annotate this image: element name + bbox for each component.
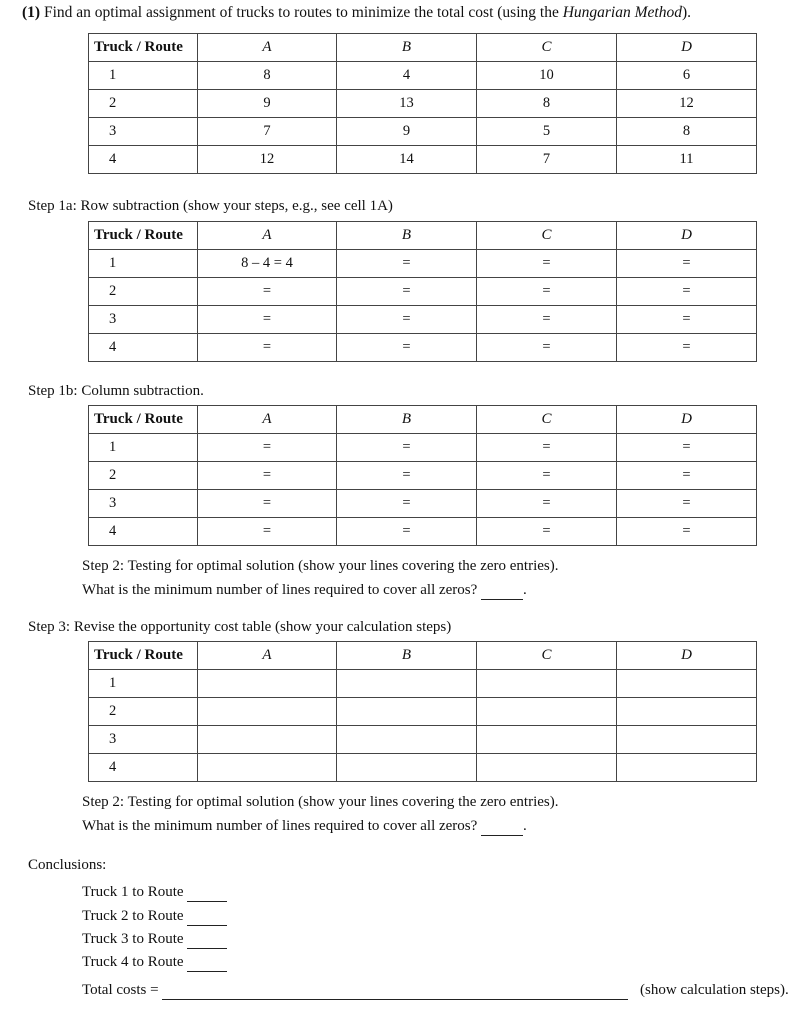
conclusion-truck-4	[82, 954, 227, 972]
step1a-cell-1a[interactable]: 8 – 4 = 4	[198, 250, 337, 278]
step3-cell-2c[interactable]	[477, 698, 617, 726]
col-header-b: B	[337, 642, 477, 670]
cell-1b: 4	[337, 62, 477, 90]
conclusions-heading: Conclusions:	[28, 857, 107, 873]
step1b-cell-1d[interactable]: =	[617, 434, 757, 462]
row-label: 2	[89, 90, 198, 118]
corner-label: Truck / Route	[89, 34, 198, 62]
table-row	[89, 754, 757, 782]
row-label: 1	[89, 670, 198, 698]
step3-cell-1b[interactable]	[337, 670, 477, 698]
step1b-cell-1a[interactable]: =	[198, 434, 337, 462]
step3-cell-2b[interactable]	[337, 698, 477, 726]
step3-label: Step 3: Revise the opportunity cost table (show your calculation steps)	[28, 619, 452, 635]
cell-3c: 5	[477, 118, 617, 146]
total-costs-blank[interactable]	[162, 982, 628, 1000]
step1a-cell-4a[interactable]: =	[198, 334, 337, 362]
table-row	[89, 726, 757, 754]
step3-cell-3a[interactable]	[198, 726, 337, 754]
step2-text-2: Step 2: Testing for optimal solution (show your lines covering the zero entries).	[82, 794, 559, 810]
col-header-d: D	[617, 222, 757, 250]
step1a-cell-3d[interactable]: =	[617, 306, 757, 334]
step1b-cell-2b[interactable]: =	[337, 462, 477, 490]
step1b-cell-4c[interactable]: =	[477, 518, 617, 546]
col-header-a: A	[198, 222, 337, 250]
table-row	[89, 670, 757, 698]
row-label: 1	[89, 62, 198, 90]
step1a-cell-3c[interactable]: =	[477, 306, 617, 334]
conclusion-text: Truck 4 to Route	[82, 954, 188, 970]
conclusion-text: Truck 1 to Route	[82, 884, 188, 900]
step1b-cell-2c[interactable]: =	[477, 462, 617, 490]
step1b-cell-4d[interactable]: =	[617, 518, 757, 546]
row-label: 4	[89, 518, 198, 546]
min-lines-answer-blank[interactable]	[481, 582, 523, 600]
cell-2a: 9	[198, 90, 337, 118]
step1b-label: Step 1b: Column subtraction.	[28, 383, 204, 399]
step2-question-text: What is the minimum number of lines required to cover all zeros?	[82, 582, 482, 598]
col-header-c: C	[477, 34, 617, 62]
col-header-c: C	[477, 222, 617, 250]
step3-table	[88, 641, 757, 782]
step3-cell-1a[interactable]	[198, 670, 337, 698]
table-row	[89, 698, 757, 726]
step1b-cell-4a[interactable]: =	[198, 518, 337, 546]
table-row	[89, 334, 757, 362]
conclusion-truck-2	[82, 908, 227, 926]
step1a-cell-1b[interactable]: =	[337, 250, 477, 278]
col-header-b: B	[337, 406, 477, 434]
conclusion-text: Truck 2 to Route	[82, 908, 188, 924]
row-label: 2	[89, 278, 198, 306]
step1a-table	[88, 221, 757, 362]
step1a-cell-4b[interactable]: =	[337, 334, 477, 362]
problem-text-end: ).	[681, 4, 692, 21]
row-label: 3	[89, 726, 198, 754]
cell-4d: 11	[617, 146, 757, 174]
col-header-d: D	[617, 34, 757, 62]
table-row	[89, 146, 757, 174]
step1b-cell-3a[interactable]: =	[198, 490, 337, 518]
table-row	[89, 490, 757, 518]
col-header-b: B	[337, 34, 477, 62]
table-row	[89, 306, 757, 334]
table-row	[89, 250, 757, 278]
cell-3d: 8	[617, 118, 757, 146]
step2-question-text: What is the minimum number of lines required to cover all zeros?	[82, 818, 482, 834]
step1b-cell-3b[interactable]: =	[337, 490, 477, 518]
step3-cell-1d[interactable]	[617, 670, 757, 698]
step1a-cell-1c[interactable]: =	[477, 250, 617, 278]
row-label: 4	[89, 146, 198, 174]
truck-1-route-blank[interactable]	[187, 884, 227, 902]
table-header-row	[89, 222, 757, 250]
col-header-a: A	[198, 406, 337, 434]
step1a-cell-4c[interactable]: =	[477, 334, 617, 362]
col-header-d: D	[617, 642, 757, 670]
col-header-a: A	[198, 34, 337, 62]
total-costs-line	[82, 982, 628, 1000]
corner-label: Truck / Route	[89, 222, 198, 250]
step3-cell-4b[interactable]	[337, 754, 477, 782]
row-label: 2	[89, 462, 198, 490]
problem-title	[22, 4, 691, 22]
step1b-cell-3c[interactable]: =	[477, 490, 617, 518]
step3-cell-4a[interactable]	[198, 754, 337, 782]
row-label: 4	[89, 754, 198, 782]
conclusion-truck-3	[82, 931, 227, 949]
table-header-row	[89, 34, 757, 62]
table-row	[89, 434, 757, 462]
row-label: 2	[89, 698, 198, 726]
conclusion-text: Truck 3 to Route	[82, 931, 188, 947]
cell-4a: 12	[198, 146, 337, 174]
step3-cell-3b[interactable]	[337, 726, 477, 754]
period: .	[523, 582, 527, 598]
truck-3-route-blank[interactable]	[187, 931, 227, 949]
cell-2b: 13	[337, 90, 477, 118]
step3-cell-4d[interactable]	[617, 754, 757, 782]
corner-label: Truck / Route	[89, 406, 198, 434]
step1a-cell-3a[interactable]: =	[198, 306, 337, 334]
row-label: 1	[89, 250, 198, 278]
step2-question-2	[82, 818, 527, 836]
method-name: Hungarian Method	[562, 4, 682, 21]
cell-1d: 6	[617, 62, 757, 90]
table-row	[89, 118, 757, 146]
cell-2d: 12	[617, 90, 757, 118]
step1a-cell-2d[interactable]: =	[617, 278, 757, 306]
row-label: 3	[89, 490, 198, 518]
step1a-cell-2b[interactable]: =	[337, 278, 477, 306]
cell-1a: 8	[198, 62, 337, 90]
corner-label: Truck / Route	[89, 642, 198, 670]
problem-number: (1)	[22, 4, 41, 21]
step1a-label: Step 1a: Row subtraction (show your steps, e.g., see cell 1A)	[28, 198, 393, 214]
step1b-cell-1b[interactable]: =	[337, 434, 477, 462]
step1a-cell-2a[interactable]: =	[198, 278, 337, 306]
total-costs-note: (show calculation steps).	[640, 982, 789, 998]
row-label: 3	[89, 118, 198, 146]
truck-4-route-blank[interactable]	[187, 954, 227, 972]
table-row	[89, 90, 757, 118]
row-label: 1	[89, 434, 198, 462]
step1b-cell-2a[interactable]: =	[198, 462, 337, 490]
table-row	[89, 62, 757, 90]
cell-3b: 9	[337, 118, 477, 146]
col-header-d: D	[617, 406, 757, 434]
table-row	[89, 462, 757, 490]
col-header-c: C	[477, 642, 617, 670]
cell-3a: 7	[198, 118, 337, 146]
table-header-row	[89, 406, 757, 434]
row-label: 3	[89, 306, 198, 334]
step1a-cell-1d[interactable]: =	[617, 250, 757, 278]
step2-question-1	[82, 582, 527, 600]
cost-table	[88, 33, 757, 174]
cell-2c: 8	[477, 90, 617, 118]
table-header-row	[89, 642, 757, 670]
step1b-cell-2d[interactable]: =	[617, 462, 757, 490]
step3-cell-3c[interactable]	[477, 726, 617, 754]
row-label: 4	[89, 334, 198, 362]
truck-2-route-blank[interactable]	[187, 908, 227, 926]
step3-cell-3d[interactable]	[617, 726, 757, 754]
step1b-cell-4b[interactable]: =	[337, 518, 477, 546]
period: .	[523, 818, 527, 834]
col-header-b: B	[337, 222, 477, 250]
col-header-c: C	[477, 406, 617, 434]
step1b-table	[88, 405, 757, 546]
step1a-cell-4d[interactable]: =	[617, 334, 757, 362]
step1b-cell-3d[interactable]: =	[617, 490, 757, 518]
step3-cell-4c[interactable]	[477, 754, 617, 782]
table-row	[89, 518, 757, 546]
col-header-a: A	[198, 642, 337, 670]
step3-cell-1c[interactable]	[477, 670, 617, 698]
total-costs-label: Total costs =	[82, 982, 163, 998]
step2-text-1: Step 2: Testing for optimal solution (show your lines covering the zero entries).	[82, 558, 559, 574]
step1a-cell-3b[interactable]: =	[337, 306, 477, 334]
problem-text: Find an optimal assignment of trucks to routes to minimize the total cost (using the	[40, 4, 563, 21]
cell-4b: 14	[337, 146, 477, 174]
cell-1c: 10	[477, 62, 617, 90]
step1a-cell-2c[interactable]: =	[477, 278, 617, 306]
min-lines-answer-blank-2[interactable]	[481, 818, 523, 836]
table-row	[89, 278, 757, 306]
conclusion-truck-1	[82, 884, 227, 902]
step1b-cell-1c[interactable]: =	[477, 434, 617, 462]
step3-cell-2d[interactable]	[617, 698, 757, 726]
cell-4c: 7	[477, 146, 617, 174]
step3-cell-2a[interactable]	[198, 698, 337, 726]
